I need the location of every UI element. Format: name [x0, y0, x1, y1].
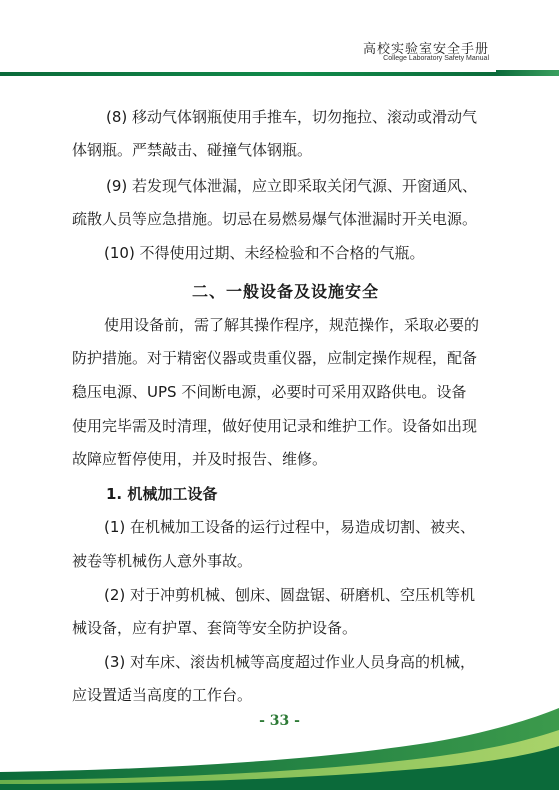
- manual-subtitle: College Laboratory Safety Manual: [383, 55, 489, 62]
- machining-1-line-1: (1) 在机械加工设备的运行过程中，易造成切割、被夹、: [104, 518, 476, 536]
- subsection-heading: 1. 机械加工设备: [106, 485, 218, 503]
- intro-line-3: 稳压电源、UPS 不间断电源，必要时可采用双路供电。设备: [72, 383, 467, 401]
- intro-line-1: 使用设备前，需了解其操作程序，规范操作，采取必要的: [104, 316, 480, 334]
- intro-line-4: 使用完毕需及时清理，做好使用记录和维护工作。设备如出现: [72, 417, 478, 435]
- intro-line-2: 防护措施。对于精密仪器或贵重仪器，应制定操作规程，配备: [72, 349, 478, 367]
- section-heading: 二、一般设备及设施安全: [192, 282, 380, 301]
- header-rule: [0, 72, 496, 76]
- machining-1-line-2: 被卷等机械伤人意外事故。: [72, 552, 253, 570]
- paragraph-8-line-1: (8) 移动气体钢瓶使用手推车，切勿拖拉、滚动或滑动气: [106, 108, 478, 126]
- paragraph-9-line-1: (9) 若发现气体泄漏，应立即采取关闭气源、开窗通风、: [106, 177, 478, 195]
- page-number: - 33 -: [259, 713, 300, 729]
- paragraph-8-line-2: 体钢瓶。严禁敲击、碰撞气体钢瓶。: [72, 141, 313, 159]
- paragraph-9-line-2: 疏散人员等应急措施。切忌在易燃易爆气体泄漏时开关电源。: [72, 210, 478, 228]
- machining-2-line-1: (2) 对于冲剪机械、刨床、圆盘锯、研磨机、空压机等机: [104, 586, 476, 604]
- manual-title: 高校实验室安全手册: [362, 42, 489, 57]
- machining-3-line-1: (3) 对车床、滚齿机械等高度超过作业人员身高的机械，: [104, 653, 476, 671]
- paragraph-10: (10) 不得使用过期、未经检验和不合格的气瓶。: [104, 244, 425, 262]
- machining-3-line-2: 应设置适当高度的工作台。: [72, 686, 253, 704]
- machining-2-line-2: 械设备，应有护罩、套筒等安全防护设备。: [72, 619, 358, 637]
- header-rule-accent: [496, 70, 559, 76]
- intro-line-5: 故障应暂停使用，并及时报告、维修。: [72, 450, 328, 468]
